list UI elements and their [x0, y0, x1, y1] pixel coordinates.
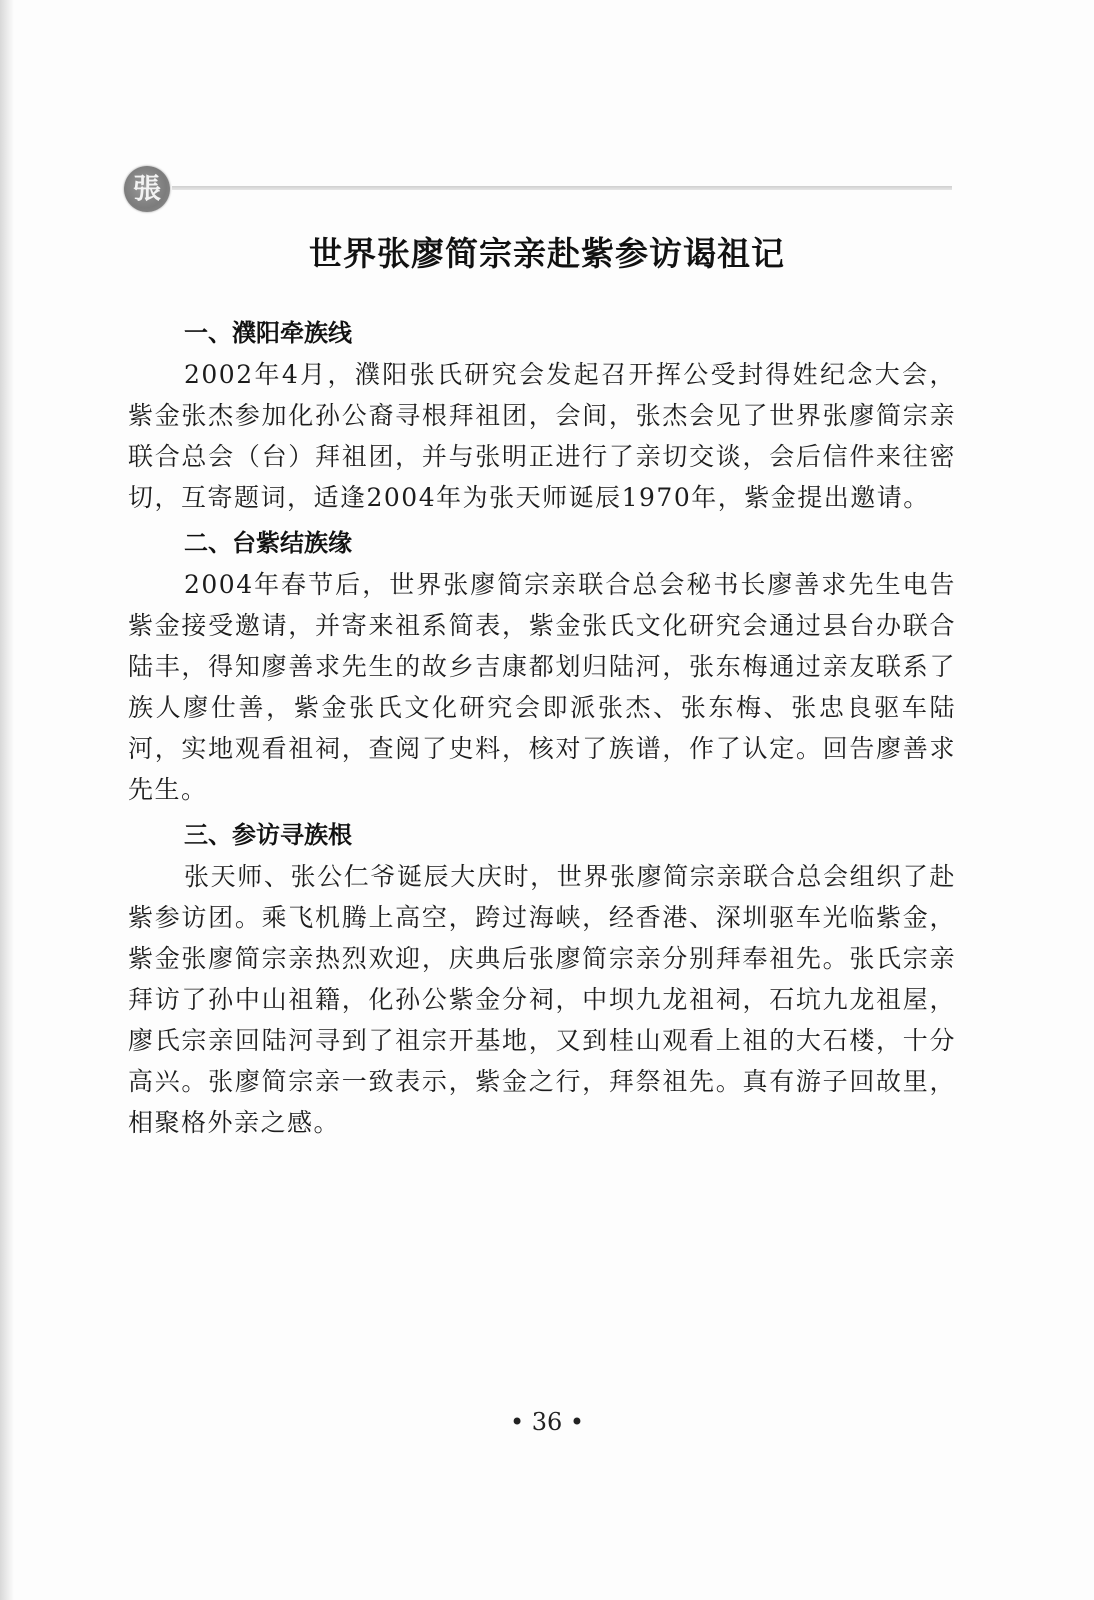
section-1: [128, 316, 956, 518]
header-divider: [172, 186, 952, 190]
section-2: [128, 526, 956, 810]
section-heading: 一、濮阳牵族线: [184, 319, 352, 347]
page-number: • 36 •: [509, 1408, 585, 1436]
article-title: 世界张廖简宗亲赴紫参访谒祖记: [309, 234, 785, 273]
article-body: [128, 316, 956, 1151]
zhang-emblem-icon: [124, 166, 170, 212]
section-paragraph: 2002年4月，濮阳张氏研究会发起召开挥公受封得姓纪念大会，紫金张杰参加化孙公裔寻根拜祖团，会间，张杰会见了世界张廖简宗亲联合总会（台）拜祖团，并与张明正进行了亲切交谈，会后信件来往密切，互寄题词，适逢2004年为张天师诞辰1970年，紫金提出邀请。: [128, 360, 956, 512]
section-paragraph: 2004年春节后，世界张廖简宗亲联合总会秘书长廖善求先生电告紫金接受邀请，并寄来祖系简表，紫金张氏文化研究会通过县台办联合陆丰，得知廖善求先生的故乡吉康都划归陆河，张东梅通过亲友联系了族人廖仕善，紫金张氏文化研究会即派张杰、张东梅、张忠良驱车陆河，实地观看祖祠，查阅了史料，核对了族谱，作了认定。回告廖善求先生。: [128, 570, 956, 804]
section-3: [128, 818, 956, 1143]
section-paragraph: 张天师、张公仁爷诞辰大庆时，世界张廖简宗亲联合总会组织了赴紫参访团。乘飞机腾上高空，跨过海峡，经香港、深圳驱车光临紫金，紫金张廖简宗亲热烈欢迎，庆典后张廖简宗亲分别拜奉祖先。张氏宗亲拜访了孙中山祖籍，化孙公紫金分祠，中坝九龙祖祠，石坑九龙祖屋，廖氏宗亲回陆河寻到了祖宗开基地，又到桂山观看上祖的大石楼，十分高兴。张廖简宗亲一致表示，紫金之行，拜祭祖先。真有游子回故里，相聚格外亲之感。: [128, 862, 956, 1137]
section-heading: 二、台紫结族缘: [184, 529, 352, 557]
emblem-character: 張: [132, 172, 161, 205]
section-heading: 三、参访寻族根: [184, 821, 352, 849]
